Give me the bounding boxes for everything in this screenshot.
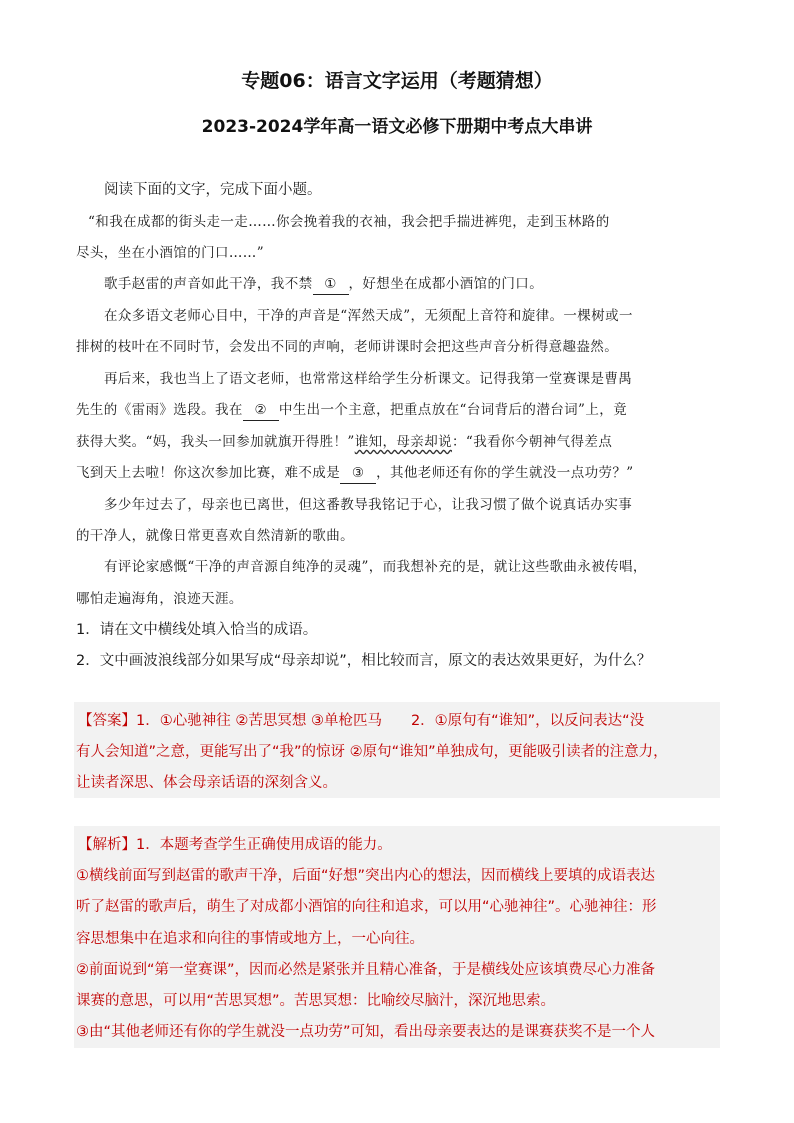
passage-p5-line2: 的干净人，就像日常更喜欢自然清新的歌曲。 — [76, 528, 354, 544]
passage-p4-line4-start: 飞到天上去啦！你这次参加比赛，难不成是 — [76, 465, 341, 481]
answer-label: 【答案】 — [78, 713, 136, 729]
passage-p4-line3-end: ：“我看你今朝神气得差点 — [452, 434, 613, 450]
blank-2: ② — [243, 400, 279, 421]
analysis-line1 — [78, 835, 392, 855]
page-subtitle: 2023-2024学年高一语文必修下册期中考点大串讲 — [201, 117, 593, 137]
analysis-line6: 课赛的意思，可以用“苦思冥想”。苦思冥想：比喻绞尽脑汁，深沉地思索。 — [76, 993, 556, 1009]
passage-p2-start: 歌手赵雷的声音如此干净，我不禁 — [104, 276, 313, 292]
passage-p2-end: ，好想坐在成都小酒馆的门口。 — [348, 276, 544, 292]
passage-p4-line4 — [76, 463, 634, 484]
analysis-label: 【解析】 — [78, 837, 136, 853]
passage-p6-line2: 哪怕走遍海角，浪迹天涯。 — [76, 591, 243, 607]
blank-3: ③ — [340, 463, 376, 484]
analysis-line7: ③由“其他老师还有你的学生就没一点功劳”可知，看出母亲要表达的是课赛获奖不是一个人 — [76, 1024, 656, 1040]
analysis-line4: 容思想集中在追求和向往的事情或地方上，一心向往。 — [76, 931, 424, 947]
blank-1: ① — [313, 274, 349, 295]
question-1: 1．请在文中横线处填入恰当的成语。 — [76, 622, 318, 638]
wavy-underline-text: 谁知，母亲却说 — [354, 434, 453, 450]
passage-p1-line1: “和我在成都的街头走一走……你会挽着我的衣袖，我会把手揣进裤兜，走到玉林路的 — [88, 214, 610, 230]
analysis-text-1: 1．本题考查学生正确使用成语的能力。 — [136, 837, 392, 853]
passage-p1-line2: 尽头，坐在小酒馆的门口……” — [76, 245, 265, 261]
passage-p4-line3 — [76, 432, 612, 452]
analysis-line2: ①横线前面写到赵雷的歌声干净，后面“好想”突出内心的想法，因而横线上要填的成语表达 — [76, 868, 656, 884]
answer-text-1: 1．①心驰神往 ②苦思冥想 ③单枪匹马 2．①原句有“谁知”，以反问表达“没 — [136, 713, 645, 729]
page-title: 专题06：语言文字运用（考题猜想） — [241, 70, 553, 92]
passage-p3-line2: 排树的枝叶在不同时节，会发出不同的声响，老师讲课时会把这些声音分析得意趣盎然。 — [76, 339, 619, 355]
passage-p4-line3-start: 获得大奖。“妈，我头一回参加就旗开得胜！” — [76, 434, 355, 450]
passage-p4-line4-end: ，其他老师还有你的学生就没一点功劳？” — [376, 465, 634, 481]
answer-line3: 让读者深思、体会母亲话语的深刻含义。 — [76, 775, 337, 791]
passage-p4-line2-end: 中生出一个主意，把重点放在“台词背后的潜台词”上，竟 — [278, 402, 628, 418]
passage-p5-line1: 多少年过去了，母亲也已离世，但这番教导我铭记于心，让我习惯了做个说真话办实事 — [104, 497, 633, 513]
passage-p2 — [104, 274, 543, 295]
passage-p4-line1: 再后来，我也当上了语文老师，也常常这样给学生分析课文。记得我第一堂赛课是曹禺 — [104, 371, 633, 387]
answer-line1 — [78, 711, 644, 731]
analysis-line3: 听了赵雷的歌声后，萌生了对成都小酒馆的向往和追求，可以用“心驰神往”。心驰神往：形 — [76, 899, 657, 915]
passage-intro: 阅读下面的文字，完成下面小题。 — [104, 182, 322, 198]
question-2: 2．文中画波浪线部分如果写成“母亲却说”，相比较而言，原文的表达效果更好，为什么？ — [76, 653, 652, 669]
analysis-line5: ②前面说到“第一堂赛课”，因而必然是紧张并且精心准备，于是横线处应该填费尽心力准备 — [76, 962, 656, 978]
passage-p4-line2-start: 先生的《雷雨》选段。我在 — [76, 402, 243, 418]
answer-line2: 有人会知道”之意，更能写出了“我”的惊讶 ②原句“谁知”单独成句，更能吸引读者的注意力， — [76, 744, 668, 760]
passage-p4-line2 — [76, 400, 627, 421]
passage-p3-line1: 在众多语文老师心目中，干净的声音是“浑然天成”，无须配上音符和旋律。一棵树或一 — [104, 308, 633, 324]
passage-p6-line1: 有评论家感慨“干净的声音源自纯净的灵魂”，而我想补充的是，就让这些歌曲永被传唱， — [104, 559, 647, 575]
